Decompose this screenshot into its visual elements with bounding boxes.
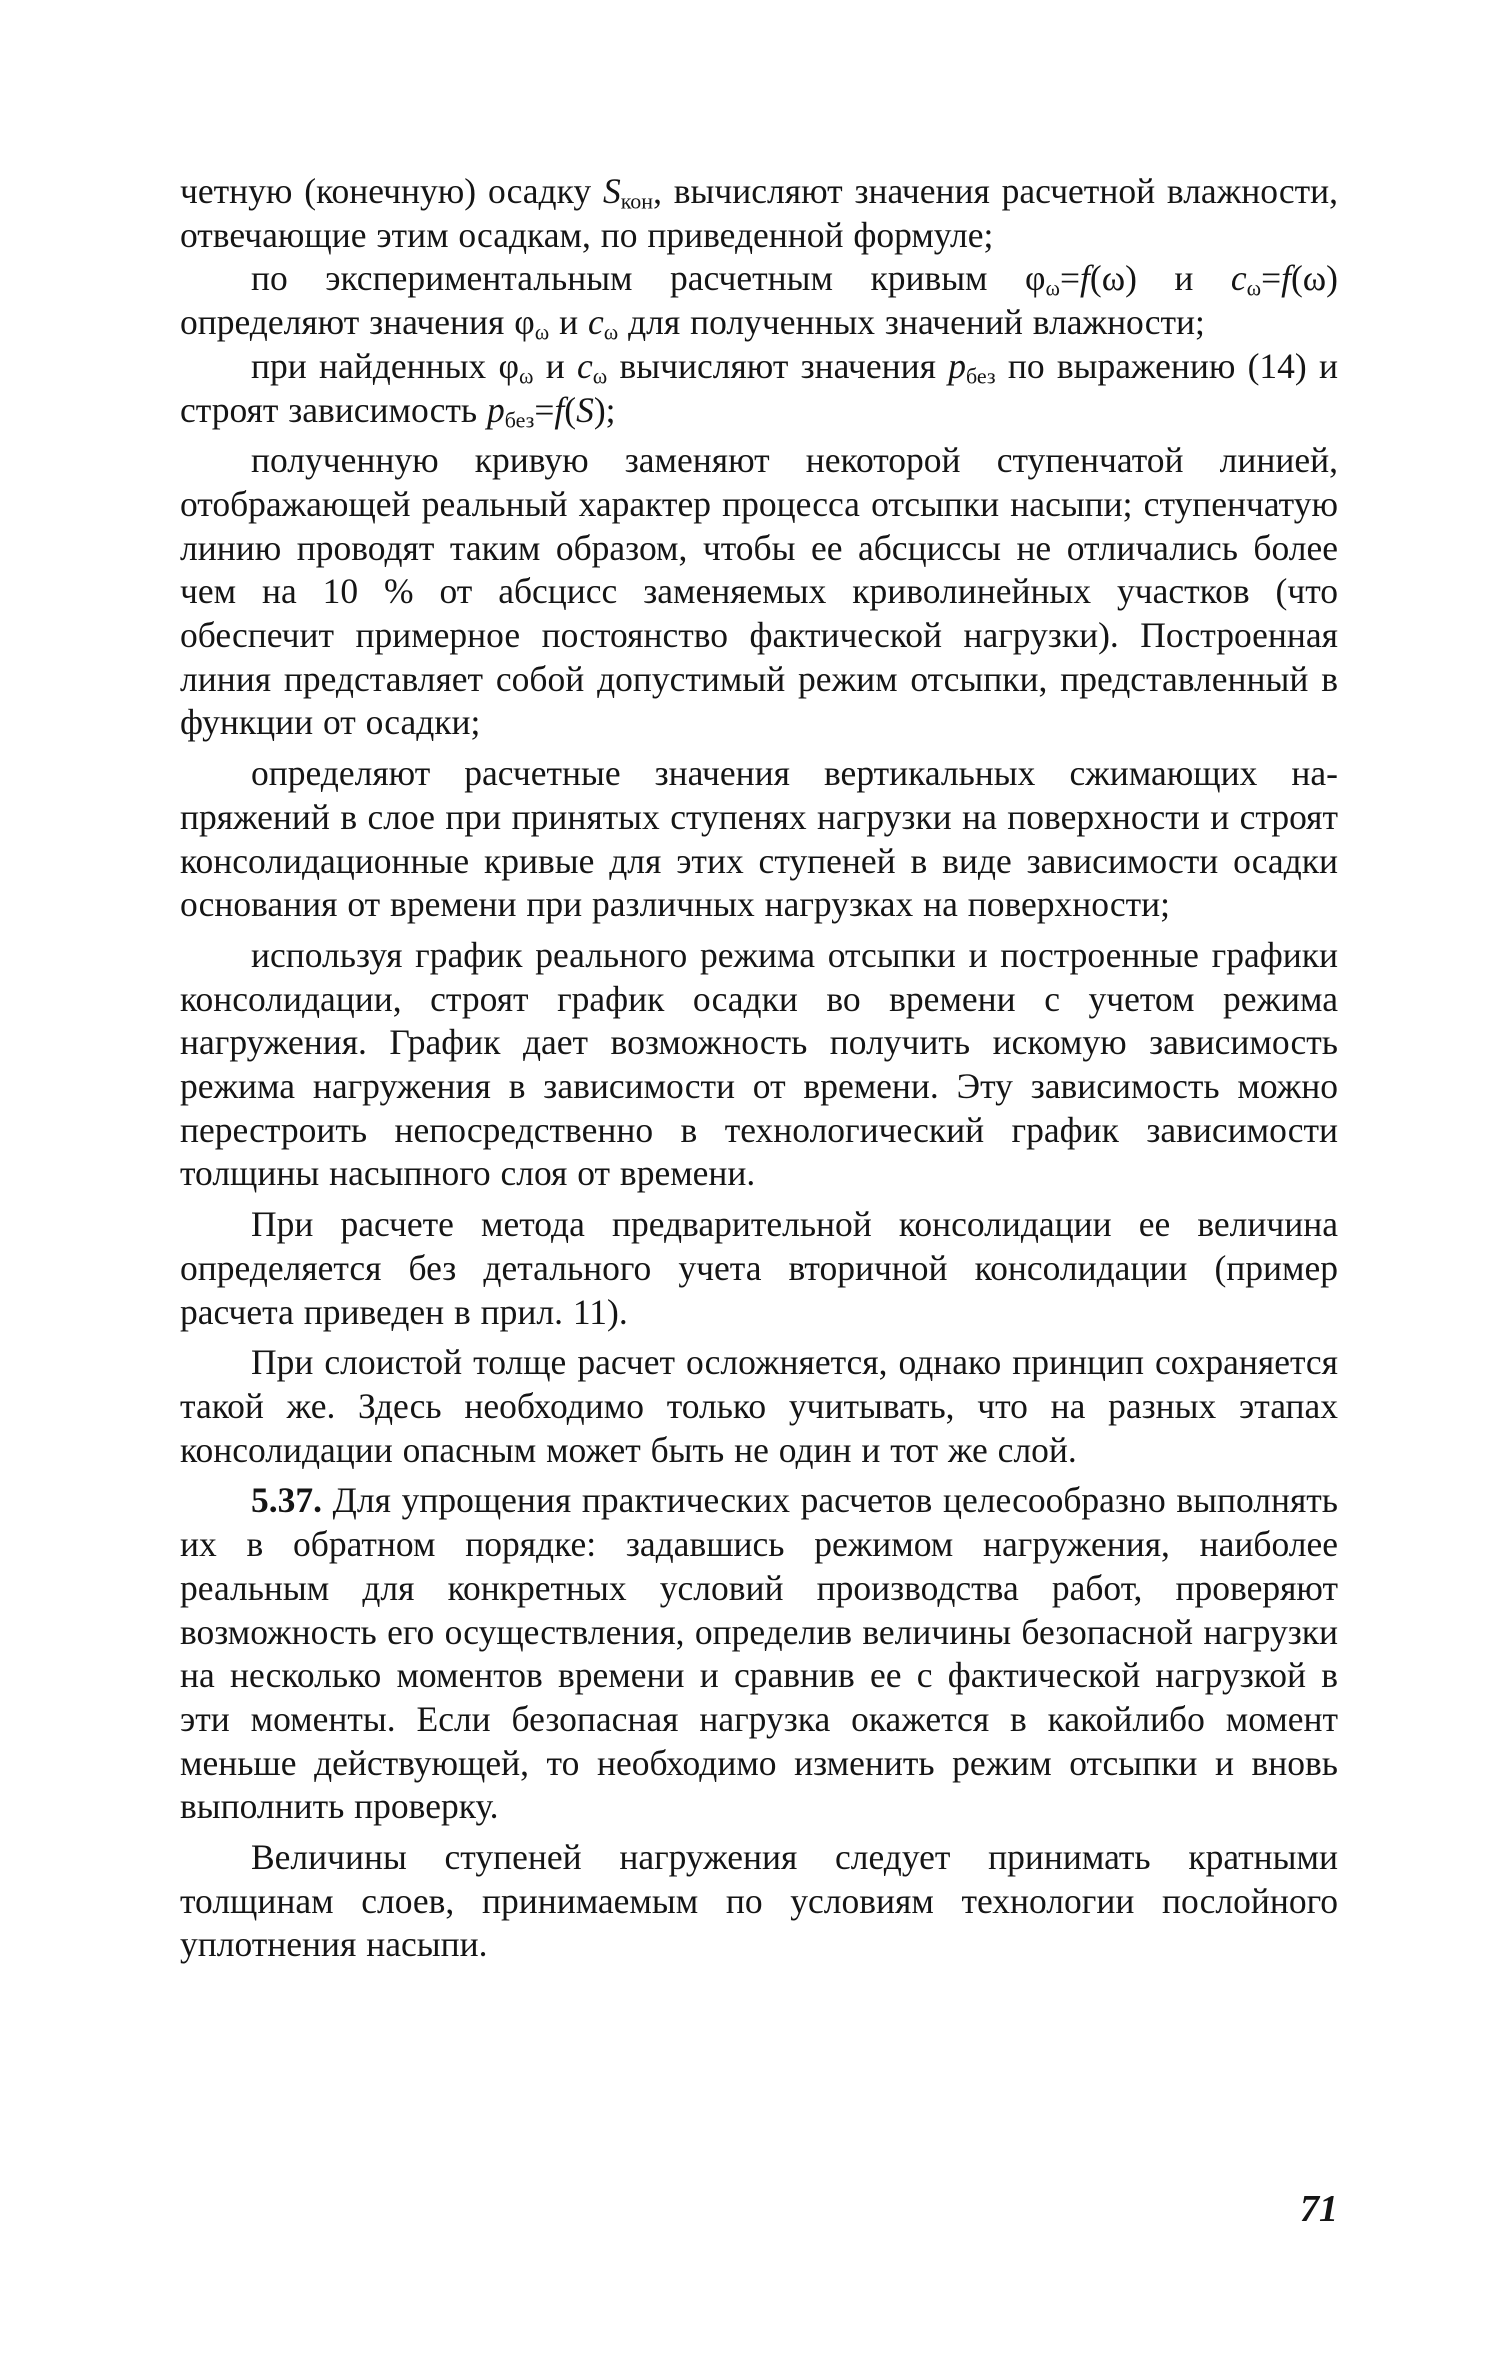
subscript: без	[965, 363, 996, 389]
paragraph-8: При слоистой толще расчет осложняется, однако принцип сохраняется такой же. Здесь необходимо только учитывать, что на разных этапах консолидации опасным может быть не один и тот же слой.	[180, 1342, 1338, 1470]
math-symbol: f	[1281, 258, 1291, 299]
paragraph-5: определяют расчетные значения вертикальных сжимающих напряжений в слое при принятых ступенях нагрузки на поверхности и строят консолидационные кривые для этих ступеней в виде зависимости осадки основания от времени при различных нагрузках на поверхности;	[180, 753, 1338, 925]
subscript: ω	[518, 363, 534, 389]
subscript: ω	[592, 363, 608, 389]
math-symbol: p	[486, 389, 505, 430]
subscript: ω	[1246, 275, 1262, 301]
subscript: без	[504, 407, 535, 433]
paragraph-2: по экспериментальным расчетным кривым $\varphi_\omega=f(\omega)$ и $c_\omega=f(\omega)$ определяют значения $\varphi_\omega$ и $c_\omega$ для полученных значений влажности;	[180, 258, 1338, 345]
page-number: 71	[1300, 2188, 1338, 2230]
math-symbol: f	[554, 389, 565, 430]
math-symbol: f	[1080, 258, 1090, 299]
math-symbol: c	[1230, 258, 1247, 299]
paragraph-10: Величины ступеней нагружения следует принимать кратными толщинам слоев, принимаемым по условиям технологии послойного уплотнения насыпи.	[180, 1837, 1338, 1965]
math-symbol: p	[948, 345, 966, 386]
document-body	[180, 170, 1338, 1967]
paragraph-4: полученную кривую заменяют некоторой ступенчатой линией, отображающей реальный характер процесса отсыпки насыпи; ступенчатую линию проводят таким образом, чтобы ее абсциссы не отличались более чем на 10 % от абсцисс заменяемых криволинейных участков (что обеспечит примерное постоянство фактической нагрузки). Построенная линия представляет собой допустимый режим отсыпки, представленный в функции от осадки;	[180, 440, 1338, 743]
paragraph-6: используя график реального режима отсыпки и построенные графики консолидации, строят график осадки во времени с учетом режима нагружения. График дает возможность получить искомую зависимость режима нагружения в зависимости от времени. Эту зависимость можно перестроить непосредственно в технологический график зависимости толщины насыпного слоя от времени.	[180, 934, 1338, 1194]
section-number: 5.37.	[251, 1480, 322, 1521]
subscript: ω	[1045, 275, 1060, 301]
paragraph-9: 5.37. Для упрощения практических расчетов целесообразно выполнять их в обратном порядке: задавшись режимом нагружения, наиболее реальным для конкретных условий производства работ, проверяют возможность его осуществления, определив величины безопасной нагрузки на несколько моментов времени и сравнив ее с фактической нагрузкой в эти моменты. Если безопасная нагрузка окажется в какойлибо момент меньше действующей, то необходимо изменить режим отсыпки и вновь выполнить проверку.	[180, 1480, 1338, 1827]
subscript: кон	[620, 188, 654, 214]
subscript: ω	[534, 319, 550, 345]
math-symbol: S	[576, 389, 594, 430]
paragraph-3: при найденных $\varphi_\omega$ и $c_\omega$ вычисляют значения $p_{без}$ по выражению (14) и строят зависимость $p_{без}=f(S)$;	[180, 345, 1339, 433]
math-symbol: c	[588, 302, 604, 343]
math-symbol: S	[602, 171, 621, 211]
paragraph-1: четную (конечную) осадку $S_{кон}$, вычисляют значения расчетной влажности, отвечающие этим осадкам, по приведенной формуле;	[180, 171, 1338, 255]
paragraph-7: При расчете метода предварительной консолидации ее величина определяется без детального учета вторичной консолидации (пример расчета приведен в прил. 11).	[180, 1204, 1338, 1332]
subscript: ω	[603, 319, 619, 345]
math-symbol: c	[577, 345, 593, 386]
